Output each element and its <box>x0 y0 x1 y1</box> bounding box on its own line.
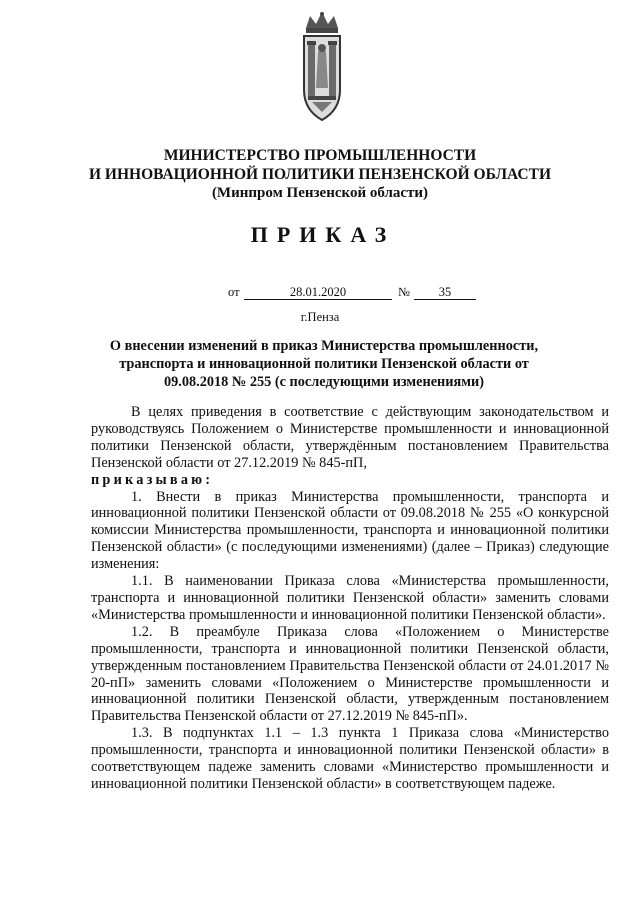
ministry-header <box>80 146 560 203</box>
paragraph-1-2: 1.2. В преамбуле Приказа слова «Положением о Министерстве промышленности, транспорта и инновационной политики Пензенской области, утвержденным постановлением Правительства Пензенской области от 24.01.2017 № 20-пП» заменить словами «Положением о Министерстве промышленности и инновационной политики Пензенской области, утвержденным постановлением Правительства Пензенской области от 27.12.2019 № 845-пП». <box>91 623 609 725</box>
order-number: 35 <box>414 285 476 300</box>
paragraph-1: 1. Внести в приказ Министерства промышленности, транспорта и инновационной политики Пензенской области от 09.08.2018 № 255 «О конкурсной комиссии Министерства промышленности, транспорта и инновационной политики Пензенской области» (с последующими изменениями) (далее – Приказ) следующие изменения: <box>91 488 609 573</box>
order-word: приказываю: <box>91 471 214 488</box>
order-date-number-line <box>0 285 640 303</box>
ministry-short-name: (Минпром Пензенской области) <box>211 185 429 201</box>
order-body <box>91 404 609 793</box>
paragraph-1-1: 1.1. В наименовании Приказа слова «Министерства промышленности, транспорта и инновационной политики Пензенской области» заменить словами «Министерства промышленности и инновационной политики Пензенской области». <box>91 573 609 623</box>
coat-of-arms-icon <box>296 8 348 128</box>
order-city: г.Пенза <box>300 310 340 324</box>
ministry-name-line2: И ИННОВАЦИОННОЙ ПОЛИТИКИ ПЕНЗЕНСКОЙ ОБЛАСТИ <box>88 166 552 183</box>
date-prefix: от <box>228 285 240 299</box>
number-prefix: № <box>398 285 410 299</box>
order-date: 28.01.2020 <box>244 285 392 300</box>
preamble-paragraph: В целях приведения в соответствие с действующим законодательством и руководствуясь Положением о Министерстве промышленности и инновационной политики Пензенской области, утверждённым постановлением Правительства Пензенской области от 27.12.2019 № 845-пП, <box>91 404 609 471</box>
paragraph-1-3: 1.3. В подпунктах 1.1 – 1.3 пункта 1 Приказа слова «Министерство промышленности, транспорта и инновационной политики Пензенской области» в соответствующем падеже заменить словами «Министерство промышленности и инновационной политики Пензенской области» в соответствующем падеже. <box>91 725 609 792</box>
order-subject: О внесении изменений в приказ Министерства промышленности, транспорта и инновационной политики Пензенской области от 09.08.2018 № 255 (с последующими изменениями) <box>109 338 539 390</box>
ministry-name-line1: МИНИСТЕРСТВО ПРОМЫШЛЕННОСТИ <box>163 147 477 164</box>
order-title: ПРИКАЗ <box>250 222 396 247</box>
